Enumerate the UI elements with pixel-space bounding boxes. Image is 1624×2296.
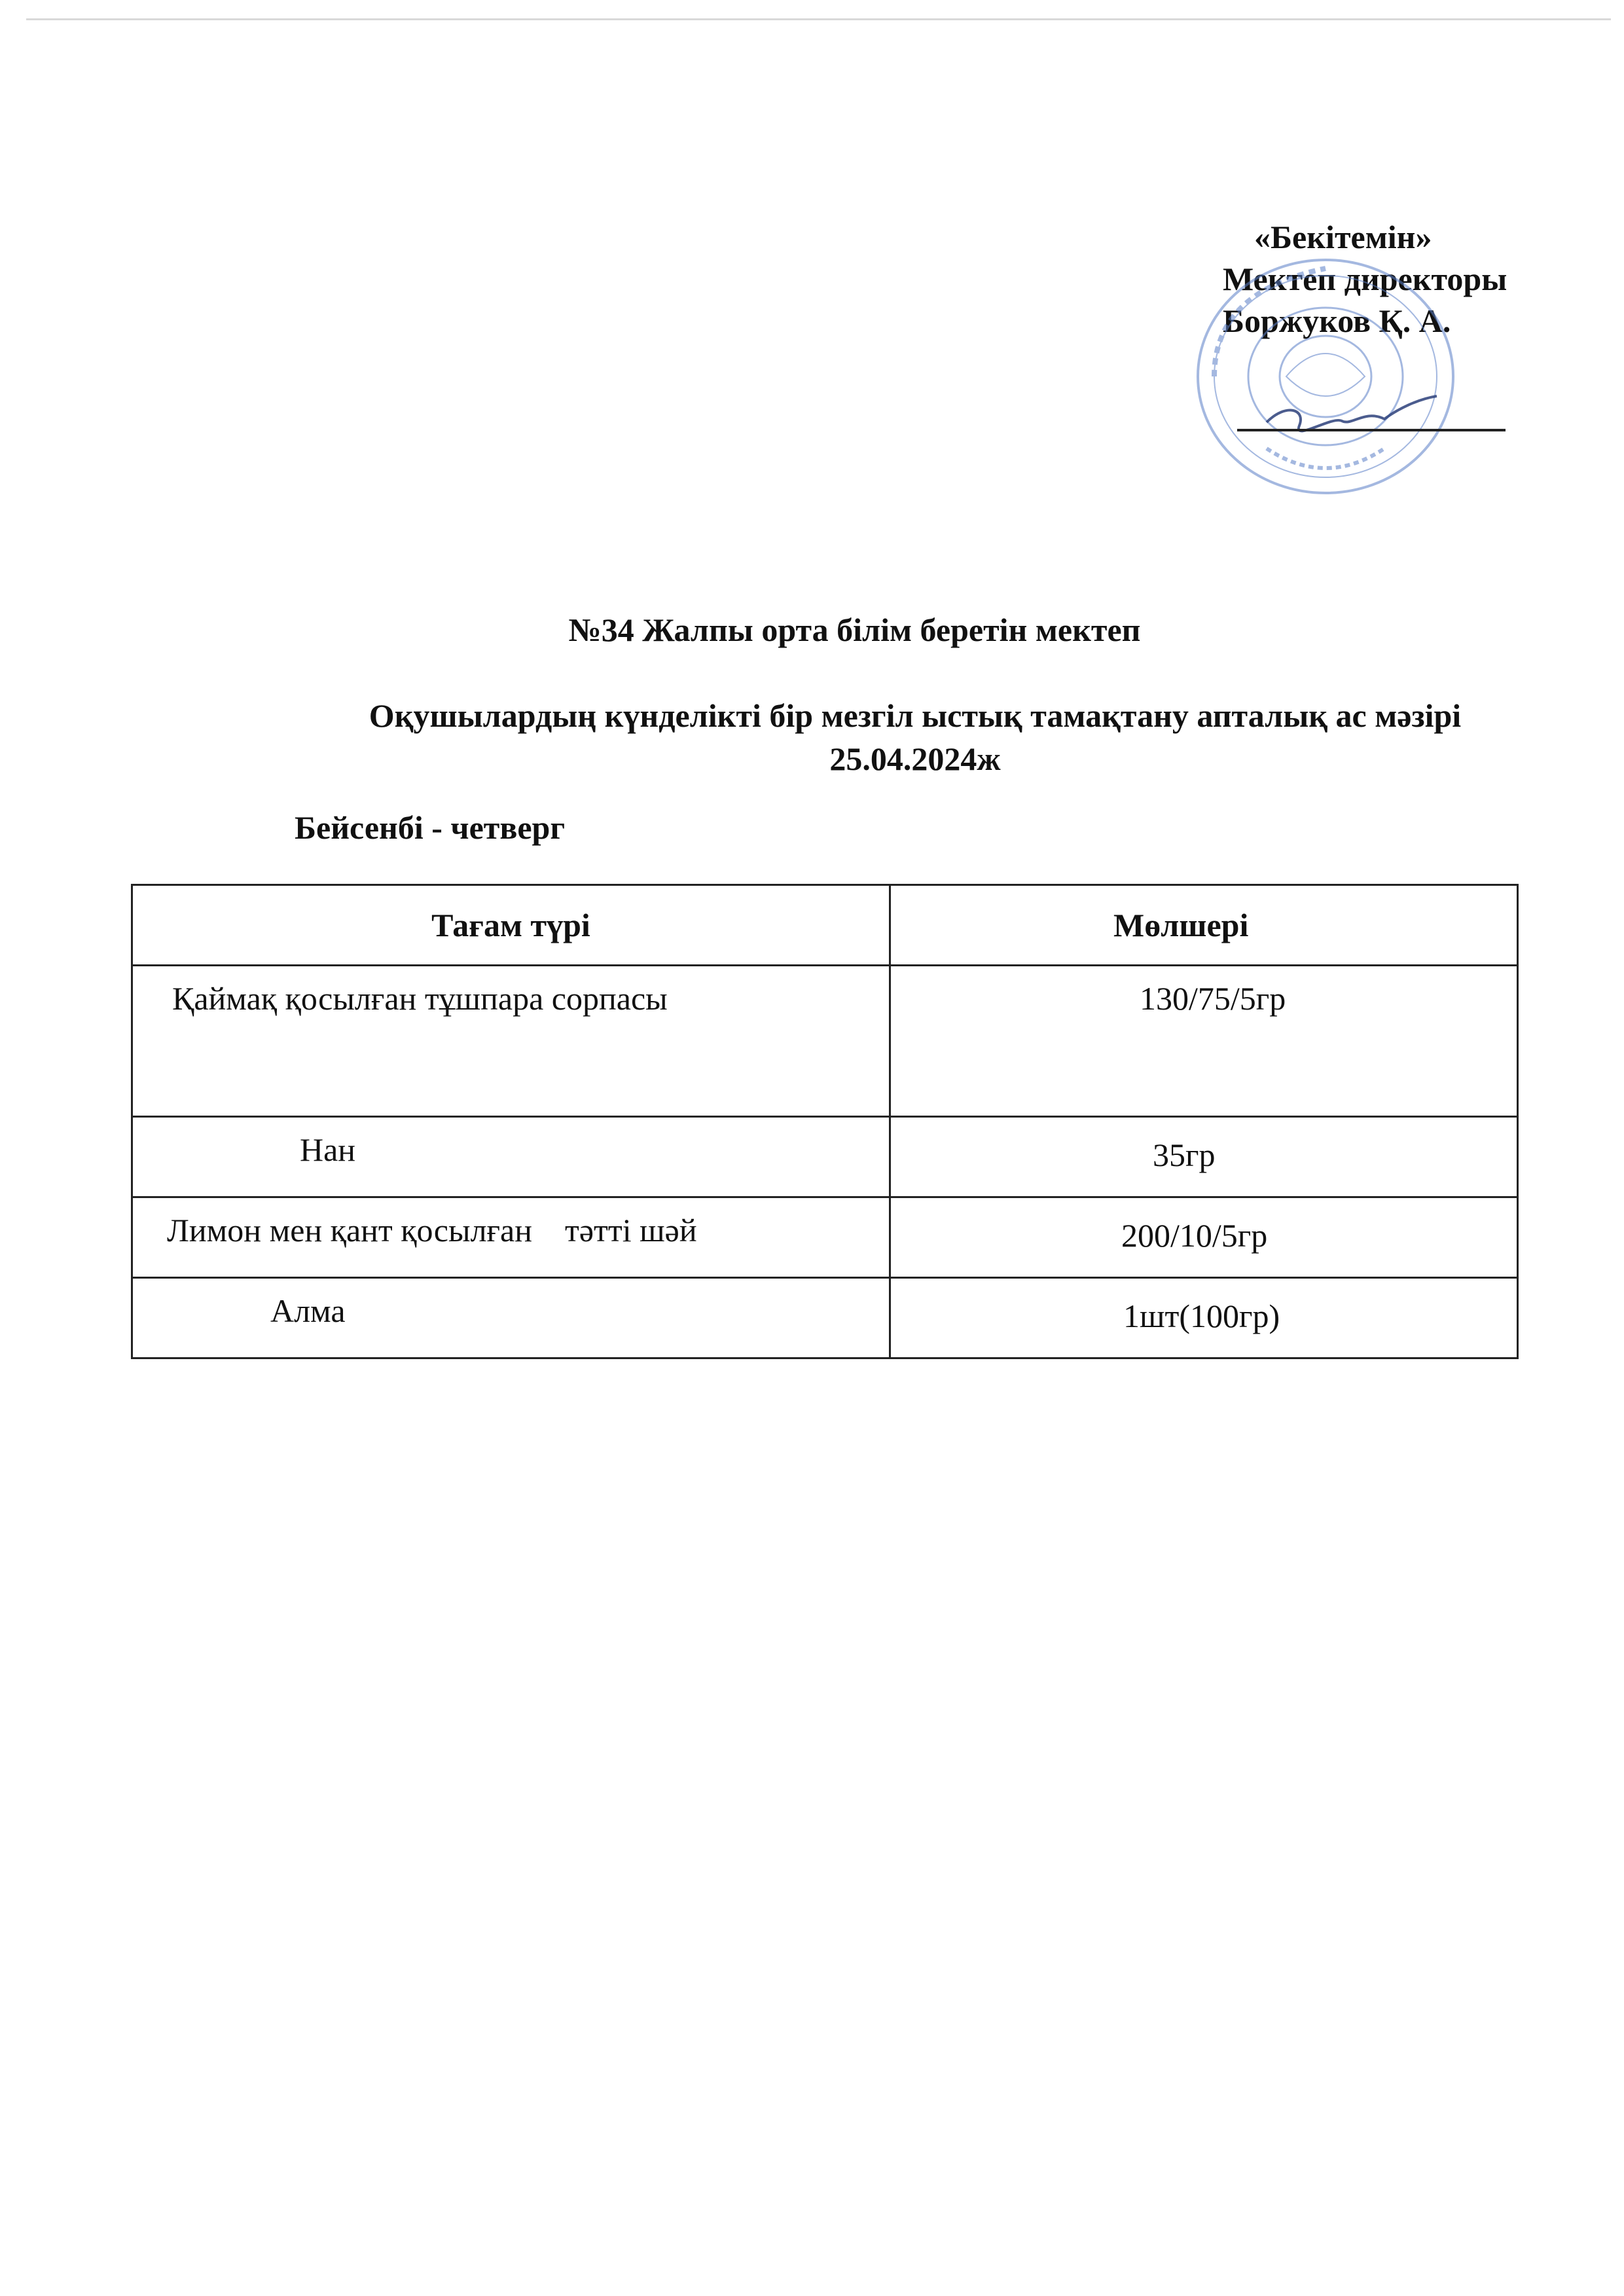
signature-line bbox=[1237, 429, 1506, 431]
table-cell-amount: 200/10/5гр bbox=[890, 1197, 1518, 1278]
table-cell-amount: 1шт(100гр) bbox=[890, 1278, 1518, 1358]
table-header-row bbox=[132, 885, 1518, 966]
page-edge bbox=[26, 18, 1611, 20]
school-seal-stamp bbox=[1188, 252, 1463, 501]
header-dish-type: Тағам түрі bbox=[132, 885, 890, 966]
table-cell-dish: Лимон мен қант қосылған тәтті шәй bbox=[132, 1197, 890, 1278]
school-title: №34 Жалпы орта білім беретін мектеп bbox=[568, 611, 1141, 648]
table-cell-amount: 130/75/5гр bbox=[890, 966, 1518, 1117]
approval-heading: «Бекітемін» bbox=[1254, 219, 1432, 255]
signature-mark bbox=[1267, 396, 1437, 431]
table-row bbox=[132, 1197, 1518, 1278]
table-row bbox=[132, 966, 1518, 1117]
table-cell-dish: Нан bbox=[132, 1117, 890, 1197]
approval-position: Мектеп директоры bbox=[1223, 261, 1507, 297]
table-cell-dish: Қаймақ қосылған тұшпара сорпасы bbox=[132, 966, 890, 1117]
table-row bbox=[132, 1278, 1518, 1358]
day-label: Бейсенбі - четверг bbox=[295, 809, 566, 846]
menu-date: 25.04.2024ж bbox=[829, 740, 1001, 777]
menu-table bbox=[131, 884, 1519, 1359]
table-cell-dish: Алма bbox=[132, 1278, 890, 1358]
menu-title-line1: Оқушылардың күнделікті бір мезгіл ыстық тамақтану апталық ас мәзірі bbox=[369, 697, 1462, 734]
header-amount: Мөлшері bbox=[890, 885, 1518, 966]
table-row bbox=[132, 1117, 1518, 1197]
table-cell-amount: 35гр bbox=[890, 1117, 1518, 1197]
approval-name: Боржуков Қ. А. bbox=[1223, 302, 1451, 339]
menu-title bbox=[277, 694, 1553, 780]
